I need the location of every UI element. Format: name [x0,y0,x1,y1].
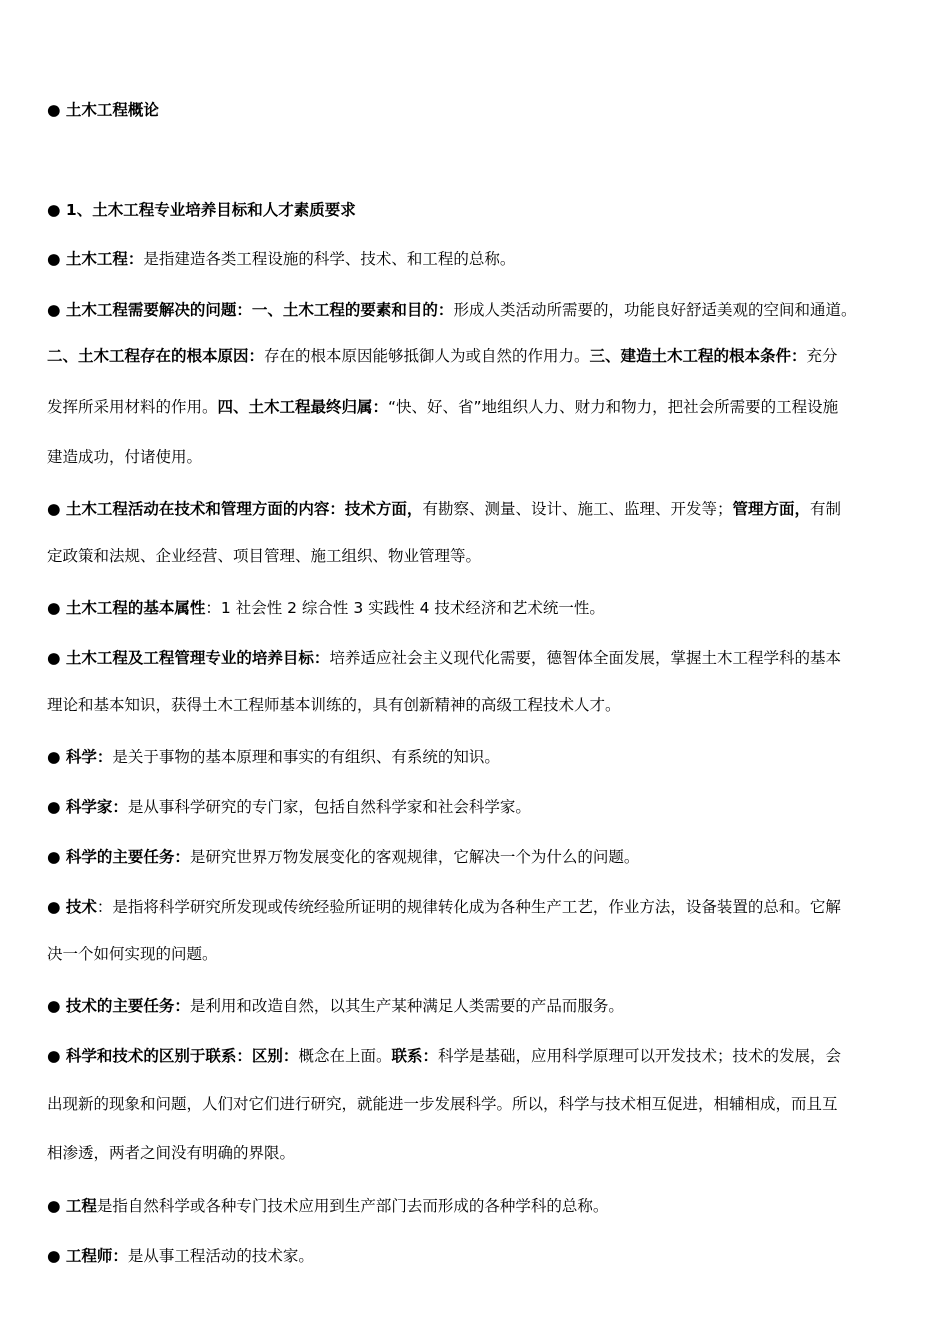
problems-line-4: 建造成功，付诸使用。 [47,448,203,466]
definition-science: ● 科学：是关于事物的基本原理和事实的有组织、有系统的知识。 [47,748,500,766]
problems-line-1: ● 土木工程需要解决的问题：一、土木工程的要素和目的：形成人类活动所需要的，功能良好舒适美观的空间和通道。 [47,301,857,319]
activity-line-2: 定政策和法规、企业经营、项目管理、施工组织、物业管理等。 [47,547,482,565]
science-tech-relation-line-1: ● 科学和技术的区别于联系：区别：概念在上面。联系：科学是基础，应用科学原理可以开发技术；技术的发展，会 [47,1047,841,1065]
training-goal-line-2: 理论和基本知识，获得土木工程师基本训练的，具有创新精神的高级工程技术人才。 [47,696,621,714]
definition-engineer: ● 工程师：是从事工程活动的技术家。 [47,1247,314,1265]
science-main-task: ● 科学的主要任务：是研究世界万物发展变化的客观规律，它解决一个为什么的问题。 [47,848,640,866]
problems-line-3: 发挥所采用材料的作用。四、土木工程最终归属：“快、好、省”地组织人力、财力和物力，把社会所需要的工程设施 [47,398,839,416]
science-tech-relation-line-2: 出现新的现象和问题，人们对它们进行研究，就能进一步发展科学。所以，科学与技术相互促进，相辅相成，而且互 [47,1095,838,1113]
technology-main-task: ● 技术的主要任务：是利用和改造自然，以其生产某种满足人类需要的产品而服务。 [47,997,624,1015]
technology-line-2: 决一个如何实现的问题。 [47,945,218,963]
definition-scientist: ● 科学家：是从事科学研究的专门家，包括自然科学家和社会科学家。 [47,798,531,816]
science-tech-relation-line-3: 相渗透，两者之间没有明确的界限。 [47,1144,296,1162]
activity-line-1: ● 土木工程活动在技术和管理方面的内容：技术方面，有勘察、测量、设计、施工、监理、开发等；管理方面，有制 [47,500,841,518]
basic-attributes: ● 土木工程的基本属性：1 社会性 2 综合性 3 实践性 4 技术经济和艺术统一性。 [47,599,605,617]
definition-civil-engineering: ● 土木工程：是指建造各类工程设施的科学、技术、和工程的总称。 [47,250,516,268]
technology-line-1: ● 技术：是指将科学研究所发现或传统经验所证明的规律转化成为各种生产工艺，作业方法，设备装置的总和。它解 [47,898,841,916]
document-title: ● 土木工程概论 [47,101,159,119]
section-heading-1: ● 1、土木工程专业培养目标和人才素质要求 [47,201,356,219]
training-goal-line-1: ● 土木工程及工程管理专业的培养目标：培养适应社会主义现代化需要，德智体全面发展，掌握土木工程学科的基本 [47,649,841,667]
problems-line-2: 二、土木工程存在的根本原因：存在的根本原因能够抵御人为或自然的作用力。三、建造土木工程的根本条件：充分 [47,347,838,365]
definition-engineering: ● 工程是指自然科学或各种专门技术应用到生产部门去而形成的各种学科的总称。 [47,1197,609,1215]
